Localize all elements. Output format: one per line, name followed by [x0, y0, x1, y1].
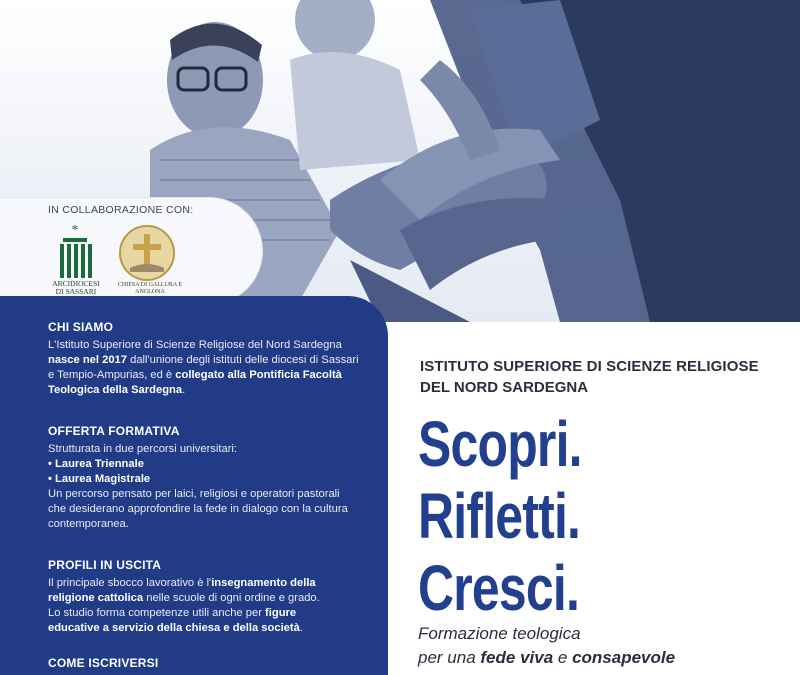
tagline-line1: Formazione teologica	[418, 624, 581, 643]
chiesa-gallura-logo	[118, 224, 176, 282]
headline-cresci: Cresci.	[418, 552, 580, 624]
section-offerta-formativa	[48, 424, 378, 532]
section-profili-in-uscita	[48, 558, 378, 636]
collaboration-label: IN COLLABORAZIONE CON:	[48, 204, 194, 216]
collaboration-badge	[0, 198, 262, 304]
section-title: CHI SIAMO	[48, 320, 114, 334]
section-title: COME ISCRIVERSI	[48, 656, 159, 670]
institute-name-line1: ISTITUTO SUPERIORE DI SCIENZE RELIGIOSE	[420, 358, 759, 375]
headline-rifletti: Rifletti.	[418, 480, 581, 552]
chiesa-gallura-text: CHIESA DI GALLURA E ANGLONA	[117, 282, 183, 295]
info-panel	[0, 296, 388, 675]
section-text: Il principale sbocco lavorativo è l'insegnamento della religione cattolica nelle scuole di ogni ordine e grado. Lo studio forma competenze utili anche per figure educative a servizio della chiesa e della società.	[48, 577, 320, 634]
section-title: OFFERTA FORMATIVA	[48, 424, 180, 438]
headline-scopri: Scopri.	[418, 408, 582, 480]
section-text: L'Istituto Superiore di Scienze Religiose del Nord Sardegna nasce nel 2017 dall'unione degli istituti delle diocesi di Sassari e Tempio-Ampurias, ed è collegato alla Pontificia Facoltà Teologica della Sardegna.	[48, 339, 359, 396]
institute-name-line2: DEL NORD SARDEGNA	[420, 379, 589, 396]
arcidiocesi-sassari-text: ARCIDIOCESI DI SASSARI	[52, 279, 100, 296]
section-text: Strutturata in due percorsi universitari: • Laurea Triennale • Laurea Magistrale Un percorso pensato per laici, religiosi e operatori pastorali che desiderano approfondire la fede in dialogo con la cultura contemporanea.	[48, 443, 348, 530]
tagline-line2: per una fede viva e consapevole	[418, 648, 676, 667]
section-title: PROFILI IN USCITA	[48, 558, 162, 572]
section-come-iscriversi	[48, 656, 378, 674]
section-chi-siamo	[48, 320, 378, 398]
svg-text:*: *	[71, 223, 79, 238]
